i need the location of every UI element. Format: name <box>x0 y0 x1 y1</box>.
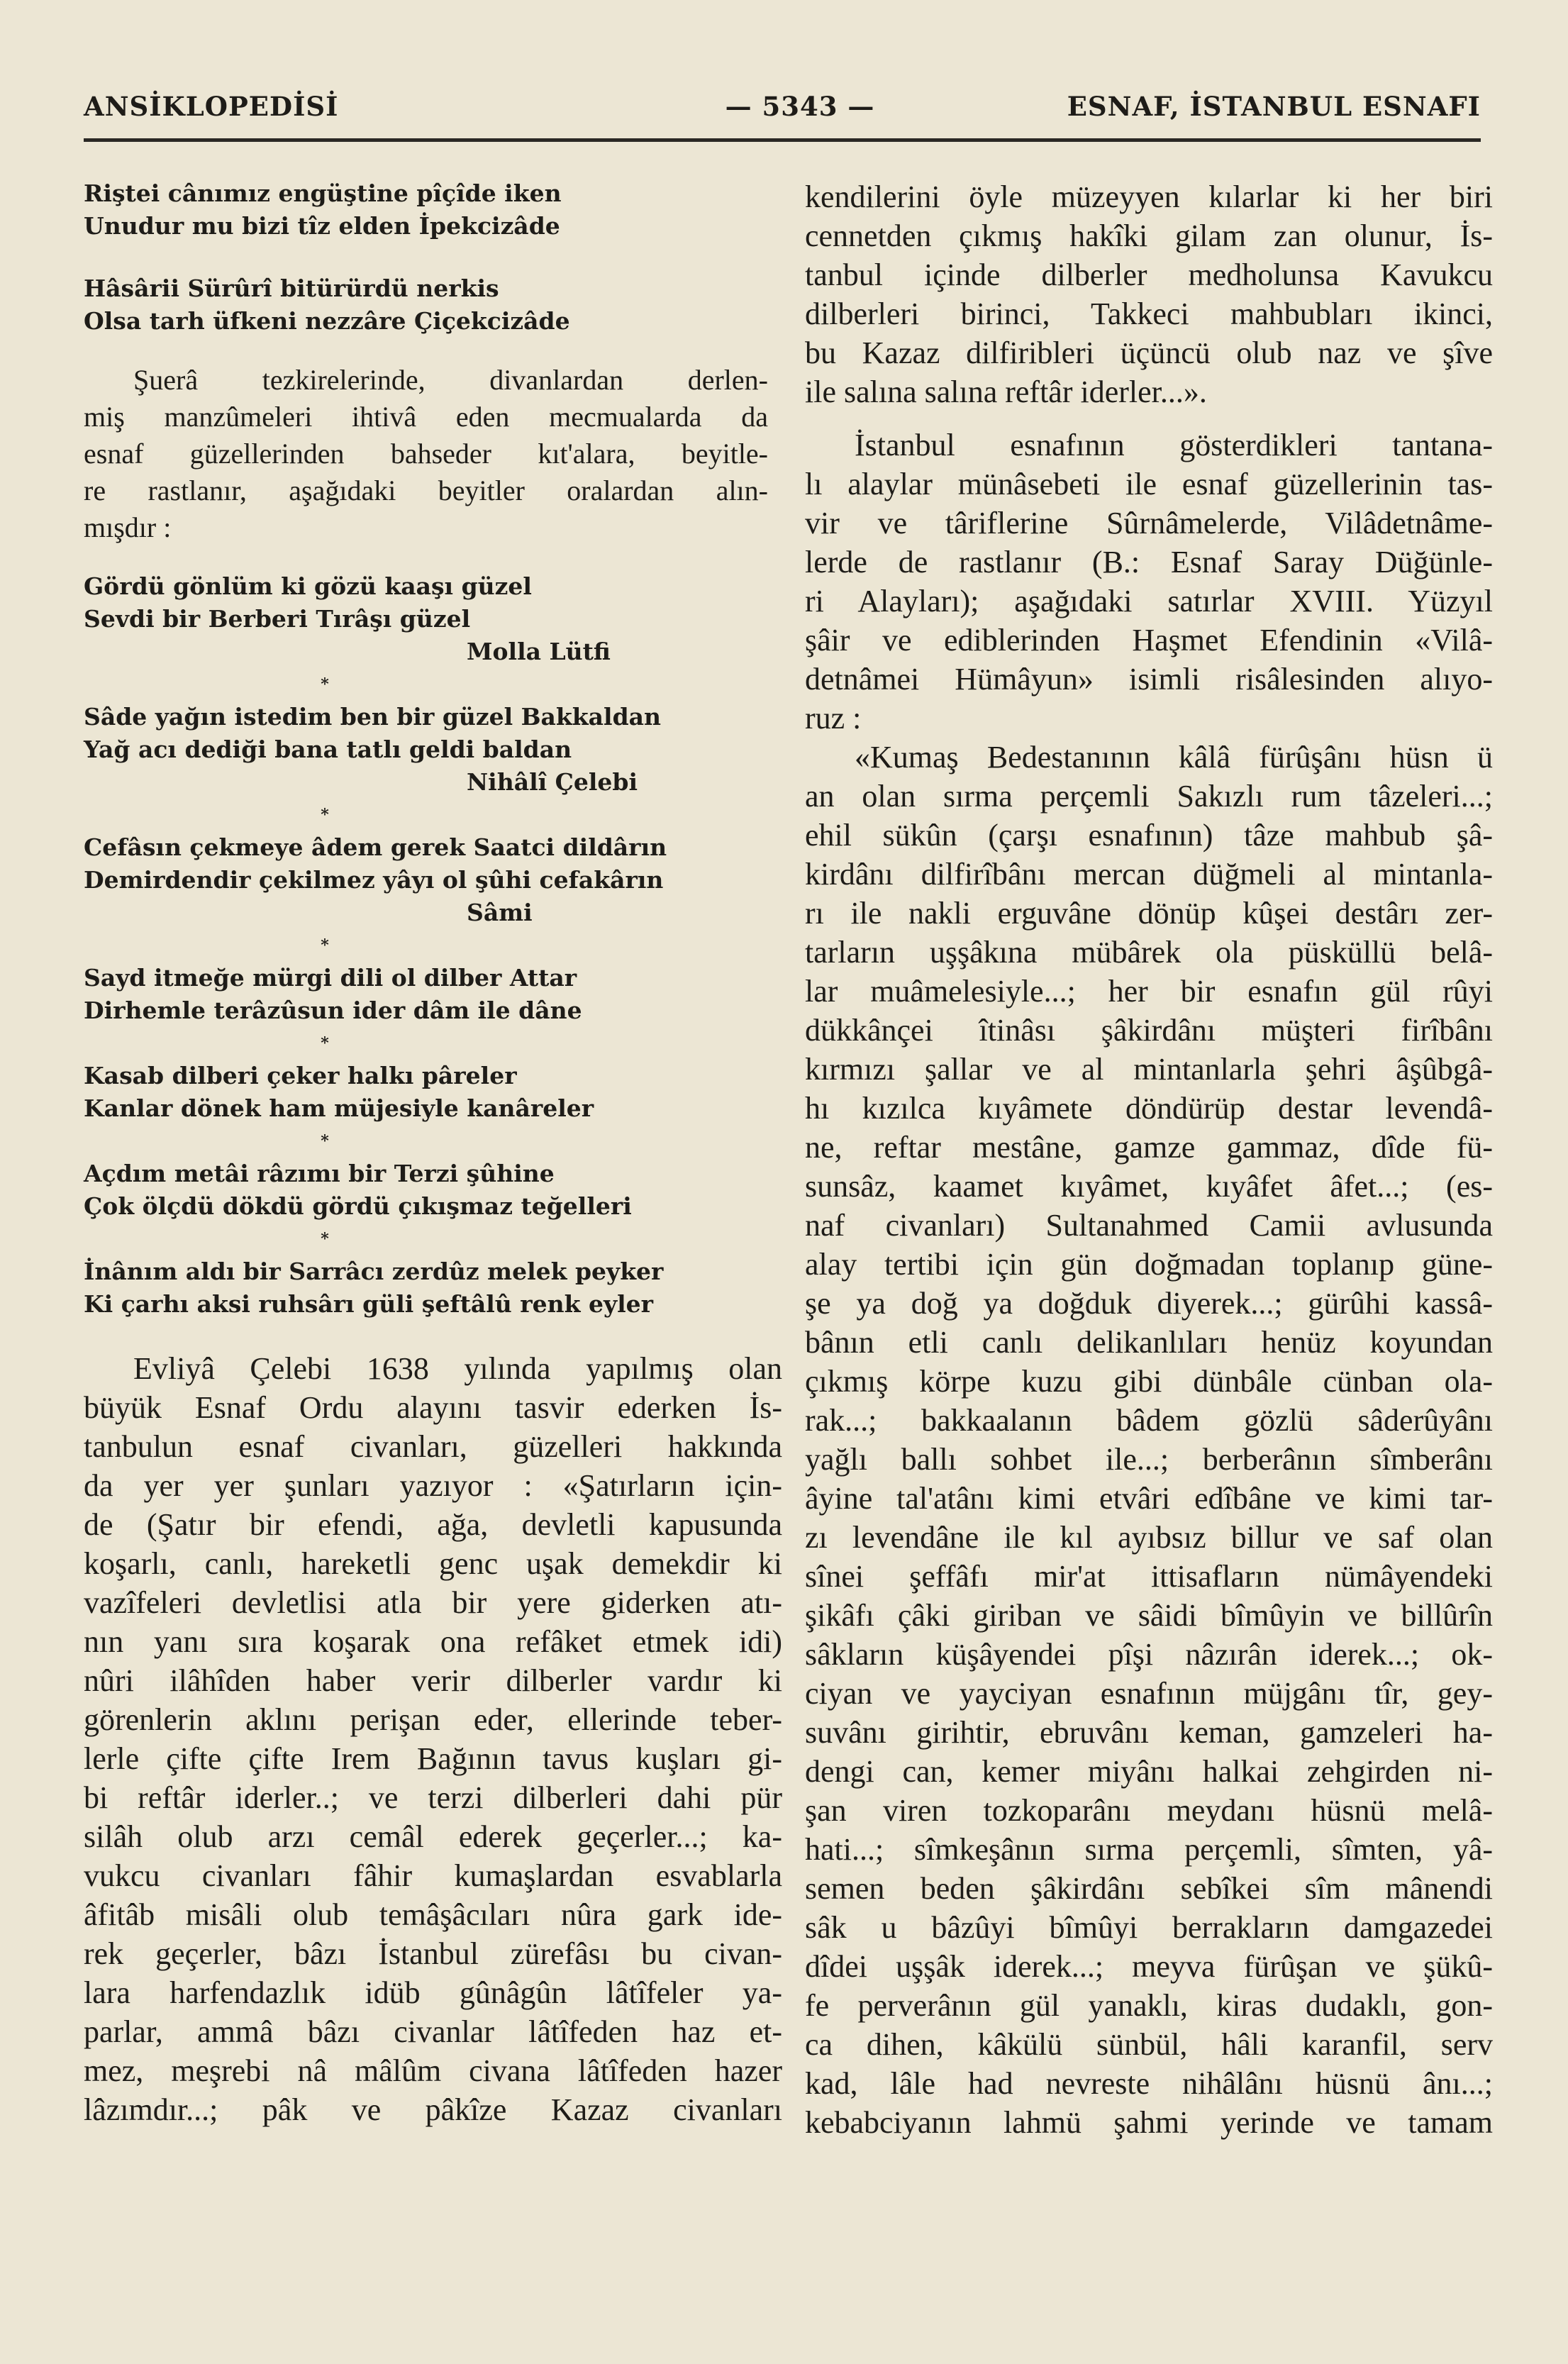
verse-line: Dirhemle terâzûsun ider dâm ile dâne <box>84 997 582 1024</box>
text-line: şâir ve ediblerinden Haşmet Efendinin «Vilâ- <box>805 623 1493 657</box>
text-line: an olan sırma perçemli Sakızlı rum tâzeleri...; <box>805 779 1493 814</box>
verse-line: Ki çarhı aksi ruhsârı güli şeftâlû renk eyler <box>84 1290 654 1318</box>
poem-author: Nihâlî Çelebi <box>467 768 638 796</box>
verse-line: İnânım aldı bir Sarrâcı zerdûz melek peyker <box>84 1258 664 1285</box>
text-line: lar muâmelesiyle...; her bir esnafın gül rûyi <box>805 974 1493 1009</box>
right-paragraph-3 <box>805 738 1493 2142</box>
text-line: dîdei uşşâk iderek...; meyva fürûşan ve şükû- <box>805 1949 1493 1984</box>
text-line: sunsâz, kaamet kıyâmet, kıyâfet âfet...; (es- <box>805 1169 1493 1204</box>
text-line: zı levendâne ile kıl ayıbsız billur ve saf olan <box>805 1520 1493 1555</box>
poem-author: Sâmi <box>467 899 533 926</box>
header-rule <box>84 138 1481 142</box>
header-right-title: ESNAF, İSTANBUL ESNAFI <box>1067 91 1481 122</box>
text-line: parlar, ammâ bâzı civanlar lâtîfeden haz et- <box>84 2014 782 2049</box>
couplet <box>84 272 786 338</box>
text-line: bi reftâr iderler..; ve terzi dilberleri dahi pür <box>84 1780 782 1815</box>
verse-line: Kasab dilberi çeker halkı pâreler <box>84 1062 517 1089</box>
separator-star: * <box>321 1230 329 1248</box>
poem <box>84 570 786 668</box>
text-line: vukcu civanları fâhir kumaşlardan esvablarla <box>84 1858 782 1893</box>
verse-line: Sâde yağın istedim ben bir güzel Bakkaldan <box>84 703 662 731</box>
text-line: nûri ilâhîden haber verir dilberler vardır ki <box>84 1663 782 1698</box>
text-line: lı alaylar münâsebeti ile esnaf güzellerinin tas- <box>805 467 1493 501</box>
text-line: rı ile nakli erguvâne dönüp kûşei destârı zer- <box>805 896 1493 931</box>
text-line: ciyan ve yayciyan esnafının müjgânı tîr, gey- <box>805 1676 1493 1711</box>
text-line: hı kızılca kıyâmete döndürüp destar levendâ- <box>805 1091 1493 1126</box>
text-line: şikâfı çâki giriban ve sâidi bîmûyin ve billûrîn <box>805 1598 1493 1633</box>
verse-line: Hâsârii Sürûrî bitürürdü nerkis <box>84 274 499 302</box>
text-line: yağlı ballı sohbet ile...; berberânın sîmberânı <box>805 1442 1493 1477</box>
text-line: ruz : <box>805 701 862 736</box>
running-header <box>84 91 1481 133</box>
verse-line: Olsa tarh üfkeni nezzâre Çiçekcizâde <box>84 307 570 335</box>
text-line: dükkânçei îtinâsı şâkirdânı müşteri firîbânı <box>805 1013 1493 1048</box>
separator-star: * <box>321 936 329 955</box>
couplet <box>84 177 786 243</box>
separator-star: * <box>321 1132 329 1150</box>
text-line: cennetden çıkmış hakîki gilam zan olunur, İs- <box>805 218 1493 253</box>
poem-author: Molla Lütfi <box>467 638 611 665</box>
header-left-title: ANSİKLOPEDİSİ <box>84 91 339 122</box>
text-line: Evliyâ Çelebi 1638 yılında yapılmış olan <box>133 1351 782 1386</box>
text-line: detnâmei Hümâyun» isimli risâlesinden alıyo- <box>805 662 1493 697</box>
text-line: bu Kazaz dilfiribleri üçüncü olub naz ve şîve <box>805 335 1493 370</box>
poem <box>84 1060 786 1125</box>
poem <box>84 1255 786 1321</box>
text-line: âyine tal'atânı kimi etvâri edîbâne ve kimi tar- <box>805 1481 1493 1516</box>
separator-star: * <box>321 806 329 824</box>
poem <box>84 701 786 799</box>
verse-line: Açdım metâi râzımı bir Terzi şûhine <box>84 1160 555 1187</box>
text-line: alay tertibi için gün doğmadan toplanıp güne- <box>805 1247 1493 1282</box>
text-line: mışdır : <box>84 511 172 543</box>
text-line: mez, meşrebi nâ mâlûm civana lâtîfeden hazer <box>84 2053 782 2088</box>
text-line: vir ve târiflerine Sûrnâmelerde, Vilâdetnâme- <box>805 506 1493 540</box>
text-line: ehil sükûn (çarşı esnafının) tâze mahbub şâ- <box>805 818 1493 853</box>
left-column <box>84 177 786 2129</box>
text-line: şan viren tozkoparânı meydanı hüsnü melâ- <box>805 1793 1493 1828</box>
page-number: — 5343 — <box>725 91 875 122</box>
text-line: kirdânı dilfirîbânı mercan düğmeli al mintanla- <box>805 857 1493 892</box>
text-line: «Kumaş Bedestanının kâlâ fürûşânı hüsn ü <box>855 740 1493 775</box>
text-line: nın yanı sıra koşarak ona refâket etmek idi) <box>84 1624 782 1659</box>
text-line: dilberleri birinci, Takkeci mahbubları ikinci, <box>805 296 1493 331</box>
text-line: İstanbul esnafının gösterdikleri tantana- <box>855 428 1493 462</box>
text-line: vazîfeleri devletlisi atla bir yere giderken atı- <box>84 1585 782 1620</box>
text-line: ca dihen, kâkülü sünbül, hâli karanfil, serv <box>805 2027 1493 2062</box>
text-line: koşarlı, canlı, hareketli genc uşak demekdir ki <box>84 1546 782 1581</box>
text-line: tanbulun esnaf civanları, güzelleri hakkında <box>84 1429 782 1464</box>
poem <box>84 831 786 929</box>
verse-line: Sayd itmeğe mürgi dili ol dilber Attar <box>84 964 577 992</box>
text-line: görenlerin aklını perişan eder, ellerinde teber- <box>84 1702 782 1737</box>
poems <box>84 570 786 1321</box>
intro-paragraph <box>84 362 768 546</box>
text-line: kırmızı şallar ve al mintanlarla şehri âşûbgâ- <box>805 1052 1493 1087</box>
text-line: âfitâb misâli olub temâşâcıları nûra gark ide- <box>84 1897 782 1932</box>
text-line: tarların uşşâkına mübârek ola püsküllü belâ- <box>805 935 1493 970</box>
evliya-paragraph <box>84 1349 782 2129</box>
text-line: semen beden şâkirdânı sebîkei sîm mânendi <box>805 1871 1493 1906</box>
separator-star: * <box>321 675 329 694</box>
right-paragraph-1 <box>805 177 1493 411</box>
text-line: lâzımdır...; pâk ve pâkîze Kazaz civanları <box>84 2092 782 2127</box>
text-line: sâk u bâzûyi bîmûyi berrakların damgazedei <box>805 1910 1493 1945</box>
text-line: ri Alayları); aşağıdaki satırlar XVIII. Yüzyıl <box>805 584 1493 618</box>
text-line: de (Şatır bir efendi, ağa, devletli kapusunda <box>84 1507 782 1542</box>
text-line: ne, reftar mestâne, gamze gammaz, dîde fü- <box>805 1130 1493 1165</box>
verse-line: Riştei cânımız engüştine pîçîde iken <box>84 179 562 207</box>
separator-star: * <box>321 1034 329 1053</box>
verses-top <box>84 177 786 338</box>
text-line: miş manzûmeleri ihtivâ eden mecmualarda da <box>84 401 768 433</box>
text-line: dengi can, kemer miyânı halkai zehgirden ni- <box>805 1754 1493 1789</box>
text-line: esnaf güzellerinden bahseder kıt'alara, beyitle- <box>84 438 768 470</box>
text-line: sâkların küşâyendei pîşi nâzırân iderek...; ok- <box>805 1637 1493 1672</box>
text-line: bânın etli canlı delikanlıları henüz koyundan <box>805 1325 1493 1360</box>
poem <box>84 1158 786 1223</box>
text-line: ile salına salına reftâr iderler...». <box>805 374 1207 409</box>
text-line: fe perverânın gül yanaklı, kiras dudaklı, gon- <box>805 1988 1493 2023</box>
verse-line: Unudur mu bizi tîz elden İpekcizâde <box>84 212 560 240</box>
text-line: şe ya doğ ya doğduk diyerek...; gürûhi kassâ- <box>805 1286 1493 1321</box>
text-line: da yer yer şunları yazıyor : «Şatırların için- <box>84 1468 782 1503</box>
poem <box>84 962 786 1027</box>
right-paragraph-2 <box>805 426 1493 738</box>
text-line: lerde de rastlanır (B.: Esnaf Saray Düğünle- <box>805 545 1493 579</box>
text-line: silâh olub arzı cemâl ederek geçerler...; ka- <box>84 1819 782 1854</box>
verse-line: Demirdendir çekilmez yâyı ol şûhi cefakârın <box>84 866 664 894</box>
text-line: lara harfendazlık idüb gûnâgûn lâtîfeler ya- <box>84 1975 782 2010</box>
verse-line: Kanlar dönek ham müjesiyle kanâreler <box>84 1094 594 1122</box>
text-line: büyük Esnaf Ordu alayını tasvir ederken İs- <box>84 1390 782 1425</box>
verse-line: Çok ölçdü dökdü gördü çıkışmaz teğelleri <box>84 1192 632 1220</box>
right-column <box>805 177 1493 2142</box>
verse-line: Sevdi bir Berberi Tırâşı güzel <box>84 605 471 633</box>
text-line: rek geçerler, bâzı İstanbul zürefâsı bu civan- <box>84 1936 782 1971</box>
text-line: Şuerâ tezkirelerinde, divanlardan derlen- <box>133 364 768 396</box>
text-line: rak...; bakkaalanın bâdem gözlü sâderûyânı <box>805 1403 1493 1438</box>
text-line: sînei şeffâfı mir'at ittisafların nümâyendeki <box>805 1559 1493 1594</box>
text-line: kebabciyanın lahmü şahmi yerinde ve tamam <box>805 2105 1493 2140</box>
verse-line: Yağ acı dediği bana tatlı geldi baldan <box>84 736 572 763</box>
verse-line: Gördü gönlüm ki gözü kaaşı güzel <box>84 572 532 600</box>
text-line: lerle çifte çifte Irem Bağının tavus kuşları gi- <box>84 1741 782 1776</box>
text-line: re rastlanır, aşağıdaki beyitler oralardan alın- <box>84 475 768 506</box>
text-line: tanbul içinde dilberler medholunsa Kavukcu <box>805 257 1493 292</box>
text-line: naf civanları) Sultanahmed Camii avlusunda <box>805 1208 1493 1243</box>
text-line: suvânı girihtir, ebruvânı keman, gamzeleri ha- <box>805 1715 1493 1750</box>
text-line: çıkmış körpe kuzu gibi dünbâle cünban ola- <box>805 1364 1493 1399</box>
verse-line: Cefâsın çekmeye âdem gerek Saatci dildârın <box>84 833 667 861</box>
text-line: kad, lâle had nevreste nihâlânı hüsnü ânı...; <box>805 2066 1493 2101</box>
text-line: kendilerini öyle müzeyyen kılarlar ki her biri <box>805 179 1493 214</box>
text-line: hati...; sîmkeşânın sırma perçemli, sîmten, yâ- <box>805 1832 1493 1867</box>
